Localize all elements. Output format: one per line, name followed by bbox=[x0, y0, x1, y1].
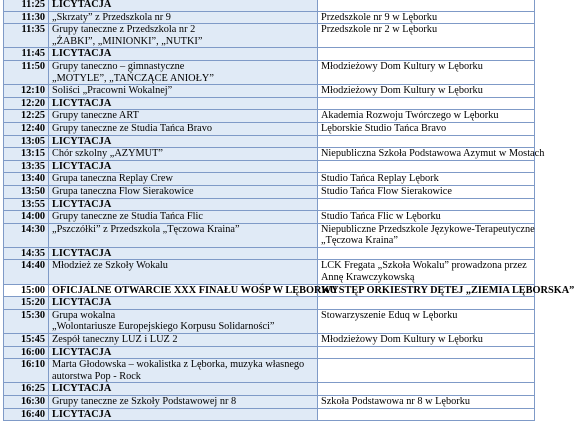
row-time: 12:10 bbox=[4, 85, 49, 98]
event-line: Młodzież ze Szkoły Wokalu bbox=[52, 260, 168, 272]
origin-line: Młodzieżowy Dom Kultury w Lęborku bbox=[321, 60, 483, 72]
schedule-row bbox=[4, 110, 535, 123]
event-line: Chór szkolny „AZYMUT” bbox=[52, 148, 163, 160]
row-performer-origin bbox=[318, 211, 535, 224]
schedule-row bbox=[4, 211, 535, 224]
schedule-row bbox=[4, 359, 535, 383]
origin-line: Lęborskie Studio Tańca Bravo bbox=[321, 122, 447, 134]
row-time: 15:30 bbox=[4, 309, 49, 333]
schedule-row bbox=[4, 122, 535, 135]
row-time: 13:50 bbox=[4, 185, 49, 198]
row-event bbox=[49, 135, 318, 148]
origin-line: Niepubliczne Przedszkole Językowe-Terapeutyczne bbox=[321, 223, 535, 235]
event-line: LICYTACJA bbox=[52, 297, 112, 309]
row-performer-origin bbox=[318, 60, 535, 84]
row-event bbox=[49, 334, 318, 347]
event-line: Grupy taneczne ze Szkoły Podstawowej nr 8 bbox=[52, 396, 237, 407]
row-time: 16:30 bbox=[4, 396, 49, 409]
origin-line: Niepubliczna Szkoła Podstawowa Azymut w Mostach bbox=[321, 148, 545, 160]
row-event bbox=[49, 97, 318, 110]
origin-line: Szkoła Podstawowa nr 8 w Lęborku bbox=[321, 396, 470, 407]
row-performer-origin bbox=[318, 284, 574, 297]
row-event bbox=[49, 60, 318, 84]
row-performer-origin bbox=[318, 122, 535, 135]
row-performer-origin bbox=[318, 135, 535, 148]
row-performer-origin bbox=[318, 408, 535, 421]
row-event bbox=[49, 122, 318, 135]
event-line: LICYTACJA bbox=[52, 97, 112, 109]
row-time: 16:00 bbox=[4, 346, 49, 359]
row-performer-origin bbox=[318, 383, 535, 396]
schedule-row bbox=[4, 148, 535, 161]
event-line bbox=[52, 235, 314, 247]
row-performer-origin bbox=[318, 85, 535, 98]
auction-row bbox=[4, 97, 535, 110]
event-line: LICYTACJA bbox=[52, 160, 112, 172]
event-line: Grupy taneczno – gimnastyczne bbox=[52, 60, 185, 72]
row-performer-origin bbox=[318, 260, 535, 284]
row-performer-origin bbox=[318, 160, 535, 173]
origin-line: Studio Tańca Flic w Lęborku bbox=[321, 211, 441, 223]
row-time: 13:15 bbox=[4, 148, 49, 161]
row-time: 15:00 bbox=[4, 284, 49, 297]
auction-row bbox=[4, 198, 535, 211]
row-performer-origin bbox=[318, 223, 535, 247]
row-event bbox=[49, 0, 318, 11]
row-event bbox=[49, 297, 318, 310]
row-performer-origin bbox=[318, 11, 535, 24]
row-event bbox=[49, 198, 318, 211]
schedule-row bbox=[4, 223, 535, 247]
event-line: Grupa wokalna bbox=[52, 309, 116, 321]
auction-row bbox=[4, 0, 535, 11]
row-performer-origin bbox=[318, 359, 535, 383]
row-time: 12:25 bbox=[4, 110, 49, 123]
row-time: 15:45 bbox=[4, 334, 49, 347]
row-time: 14:35 bbox=[4, 247, 49, 260]
row-performer-origin bbox=[318, 185, 535, 198]
event-line: LICYTACJA bbox=[52, 48, 112, 60]
event-line: Grupa taneczna Replay Crew bbox=[52, 173, 173, 185]
row-performer-origin bbox=[318, 247, 535, 260]
row-performer-origin bbox=[318, 396, 535, 409]
row-event bbox=[49, 346, 318, 359]
row-performer-origin bbox=[318, 198, 535, 211]
row-performer-origin bbox=[318, 334, 535, 347]
event-line: LICYTACJA bbox=[52, 408, 112, 420]
event-line: „ŻABKI”, „MINIONKI”, „NUTKI” bbox=[52, 35, 203, 47]
row-time: 11:45 bbox=[4, 48, 49, 61]
event-line: Marta Głodowska – wokalistka z Lęborka, muzyka własnego bbox=[52, 359, 305, 371]
event-line: „MOTYLE”, „TAŃCZĄCE ANIOŁY” bbox=[52, 72, 214, 84]
row-time: 11:50 bbox=[4, 60, 49, 84]
row-event bbox=[49, 309, 318, 333]
row-time: 14:40 bbox=[4, 260, 49, 284]
origin-line: Akademia Rozwoju Twórczego w Lęborku bbox=[321, 110, 499, 122]
schedule-row bbox=[4, 24, 535, 48]
origin-line: LCK Fregata „Szkoła Wokalu” prowadzona przez bbox=[321, 260, 527, 272]
row-time: 12:20 bbox=[4, 97, 49, 110]
row-event bbox=[49, 223, 318, 247]
origin-line: Studio Tańca Flow Sierakowice bbox=[321, 185, 452, 197]
row-event bbox=[49, 408, 318, 421]
row-time: 14:30 bbox=[4, 223, 49, 247]
origin-line: „Tęczowa Kraina” bbox=[321, 235, 398, 247]
row-event bbox=[49, 48, 318, 61]
row-time: 11:35 bbox=[4, 24, 49, 48]
auction-row bbox=[4, 48, 535, 61]
row-performer-origin bbox=[318, 48, 535, 61]
row-performer-origin bbox=[318, 346, 535, 359]
schedule-row bbox=[4, 260, 535, 284]
schedule-row bbox=[4, 11, 535, 24]
schedule-row bbox=[4, 85, 535, 98]
row-time: 16:10 bbox=[4, 359, 49, 383]
event-line bbox=[52, 272, 314, 284]
event-line: LICYTACJA bbox=[52, 383, 112, 395]
event-line: LICYTACJA bbox=[52, 135, 112, 147]
row-event bbox=[49, 11, 318, 24]
row-performer-origin bbox=[318, 173, 535, 186]
event-line: Zespół taneczny LUZ i LUZ 2 bbox=[52, 334, 178, 346]
schedule-body bbox=[4, 0, 574, 421]
row-time: 13:40 bbox=[4, 173, 49, 186]
row-event bbox=[49, 396, 318, 409]
event-line: OFICJALNE OTWARCIE XXX FINAŁU WOŚP W LĘBORKU bbox=[52, 284, 337, 296]
row-event bbox=[49, 24, 318, 48]
row-performer-origin bbox=[318, 297, 535, 310]
origin-line: Studio Tańca Replay Lębork bbox=[321, 173, 439, 185]
event-line: LICYTACJA bbox=[52, 0, 112, 10]
row-performer-origin bbox=[318, 0, 535, 11]
event-line: Grupy taneczne ze Studia Tańca Bravo bbox=[52, 122, 213, 134]
event-line: „Pszczółki” z Przedszkola „Tęczowa Kraina” bbox=[52, 223, 240, 235]
event-line: Grupy taneczne ze Studia Tańca Flic bbox=[52, 211, 203, 223]
row-event bbox=[49, 160, 318, 173]
row-event bbox=[49, 148, 318, 161]
schedule-row bbox=[4, 396, 535, 409]
row-event bbox=[49, 85, 318, 98]
row-event bbox=[49, 185, 318, 198]
row-event bbox=[49, 383, 318, 396]
row-performer-origin bbox=[318, 110, 535, 123]
event-line: LICYTACJA bbox=[52, 247, 112, 259]
row-performer-origin bbox=[318, 24, 535, 48]
auction-row bbox=[4, 297, 535, 310]
event-line: LICYTACJA bbox=[52, 346, 112, 358]
row-time: 16:25 bbox=[4, 383, 49, 396]
row-time: 13:55 bbox=[4, 198, 49, 211]
origin-line: Annę Krawczykowską bbox=[321, 272, 415, 284]
event-line: „Wolontariusze Europejskiego Korpusu Solidarności” bbox=[52, 321, 275, 333]
row-time: 13:35 bbox=[4, 160, 49, 173]
event-line: Grupy taneczne ART bbox=[52, 110, 139, 122]
row-time: 14:00 bbox=[4, 211, 49, 224]
row-performer-origin bbox=[318, 97, 535, 110]
schedule-row bbox=[4, 309, 535, 333]
origin-line: Stowarzyszenie Eduq w Lęborku bbox=[321, 309, 458, 321]
row-event bbox=[49, 284, 337, 297]
row-performer-origin bbox=[318, 309, 535, 333]
origin-line: Młodzieżowy Dom Kultury w Lęborku bbox=[321, 85, 483, 97]
row-time: 11:30 bbox=[4, 11, 49, 24]
row-event bbox=[49, 359, 318, 383]
event-line: Soliści „Pracowni Wokalnej” bbox=[52, 85, 173, 97]
origin-line: WYSTĘP ORKIESTRY DĘTEJ „ZIEMIA LĘBORSKA” bbox=[321, 284, 574, 296]
row-event bbox=[49, 260, 318, 284]
row-time: 11:25 bbox=[4, 0, 49, 11]
row-event bbox=[49, 247, 318, 260]
origin-line: Młodzieżowy Dom Kultury w Lęborku bbox=[321, 334, 483, 346]
event-line: Grupy taneczne z Przedszkola nr 2 bbox=[52, 24, 196, 36]
event-line: „Skrzaty” z Przedszkola nr 9 bbox=[52, 11, 171, 23]
row-time: 12:40 bbox=[4, 122, 49, 135]
origin-line: Przedszkole nr 2 w Lęborku bbox=[321, 24, 438, 36]
row-time: 15:20 bbox=[4, 297, 49, 310]
schedule-row bbox=[4, 173, 535, 186]
auction-row bbox=[4, 408, 535, 421]
row-performer-origin bbox=[318, 148, 545, 161]
row-event bbox=[49, 211, 318, 224]
row-event bbox=[49, 110, 318, 123]
event-line: LICYTACJA bbox=[52, 198, 112, 210]
auction-row bbox=[4, 383, 535, 396]
event-line: Grupa taneczna Flow Sierakowice bbox=[52, 185, 194, 197]
row-time: 16:40 bbox=[4, 408, 49, 421]
origin-line: Przedszkole nr 9 w Lęborku bbox=[321, 11, 438, 23]
row-event bbox=[49, 173, 318, 186]
schedule-row bbox=[4, 60, 535, 84]
program-schedule-table bbox=[3, 0, 574, 421]
auction-row bbox=[4, 247, 535, 260]
schedule-row bbox=[4, 185, 535, 198]
auction-row bbox=[4, 135, 535, 148]
auction-row bbox=[4, 346, 535, 359]
schedule-row bbox=[4, 334, 535, 347]
highlight-row bbox=[4, 284, 535, 297]
event-line: autorstwa Pop - Rock bbox=[52, 370, 141, 382]
row-time: 13:05 bbox=[4, 135, 49, 148]
auction-row bbox=[4, 160, 535, 173]
